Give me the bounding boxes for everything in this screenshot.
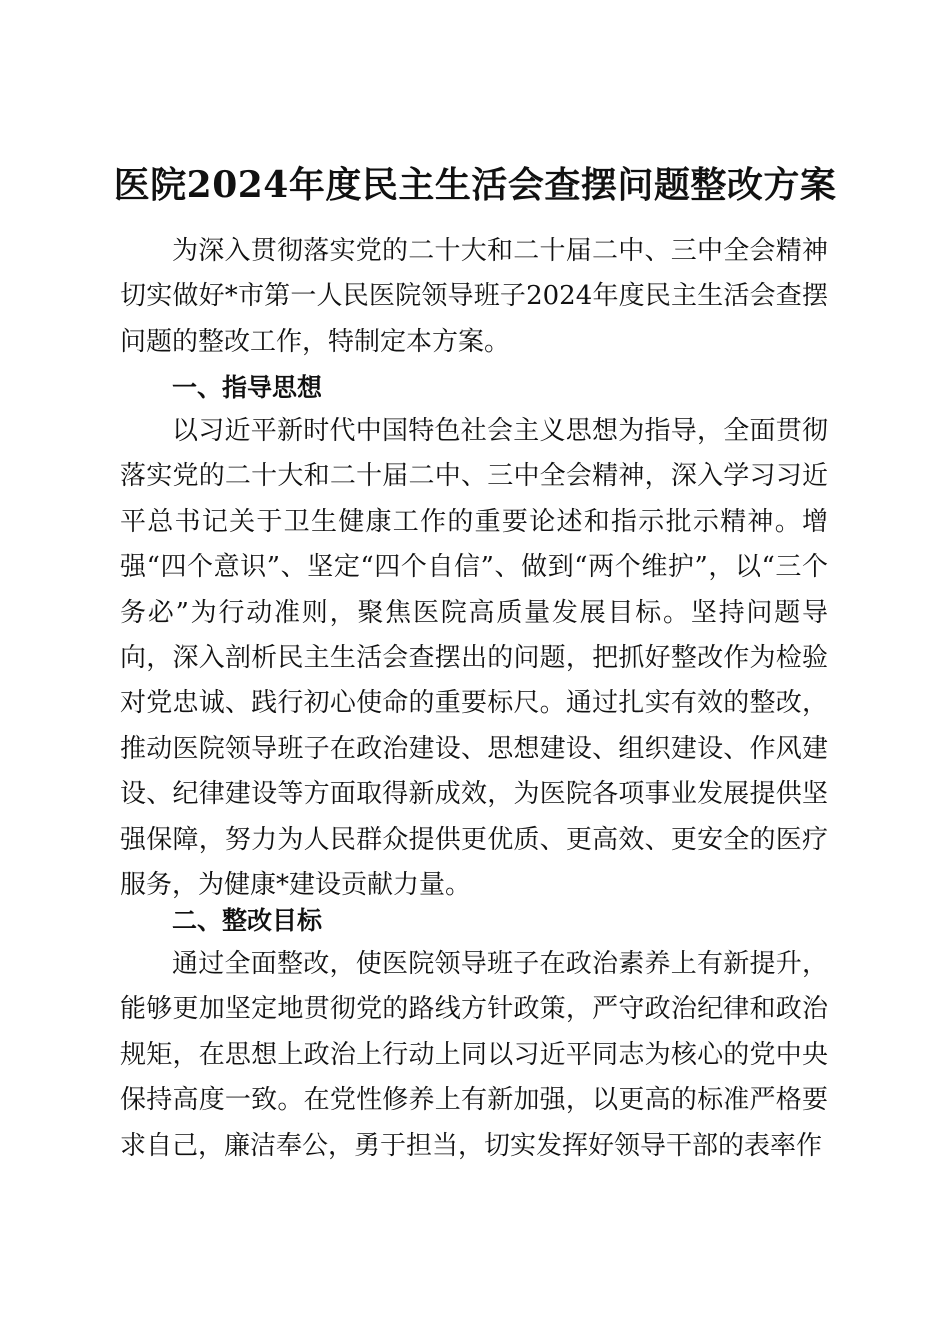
section-body-guiding-ideology: 以习近平新时代中国特色社会主义思想为指导，全面贯彻落实党的二十大和二十届二中、三中全会精神，深入学习习近平总书记关于卫生健康工作的重要论述和指示批示精神。增强“四个意识”、坚定“四个自信”、做到“两个维护”，以“三个务必”为行动准则，聚焦医院高质量发展目标。坚持问题导向，深入剖析民主生活会查摆出的问题，把抓好整改作为检验对党忠诚、践行初心使命的重要标尺。通过扎实有效的整改，推动医院领导班子在政治建设、思想建设、组织建设、作风建设、纪律建设等方面取得新成效，为医院各项事业发展提供坚强保障，努力为人民群众提供更优质、更高效、更安全的医疗服务，为健康*建设贡献力量。 (120, 416, 828, 901)
section-heading-guiding-ideology: 一、指导思想 (172, 373, 323, 402)
section-heading-rectification-goals: 二、整改目标 (172, 906, 323, 935)
section-body-rectification-goals: 通过全面整改，使医院领导班子在政治素养上有新提升，能够更加坚定地贯彻党的路线方针政策，严守政治纪律和政治规矩，在思想上政治上行动上同以习近平同志为核心的党中央保持高度一致。在党性修养上有新加强，以更高的标准严格要求自己，廉洁奉公，勇于担当，切实发挥好领导干部的表率作 (120, 949, 828, 1161)
document-title: 医院2024年度民主生活会查摆问题整改方案 (113, 164, 837, 207)
intro-paragraph: 为深入贯彻落实党的二十大和二十届二中、三中全会精神切实做好*市第一人民医院领导班子2024年度民主生活会查摆问题的整改工作，特制定本方案。 (120, 236, 828, 357)
